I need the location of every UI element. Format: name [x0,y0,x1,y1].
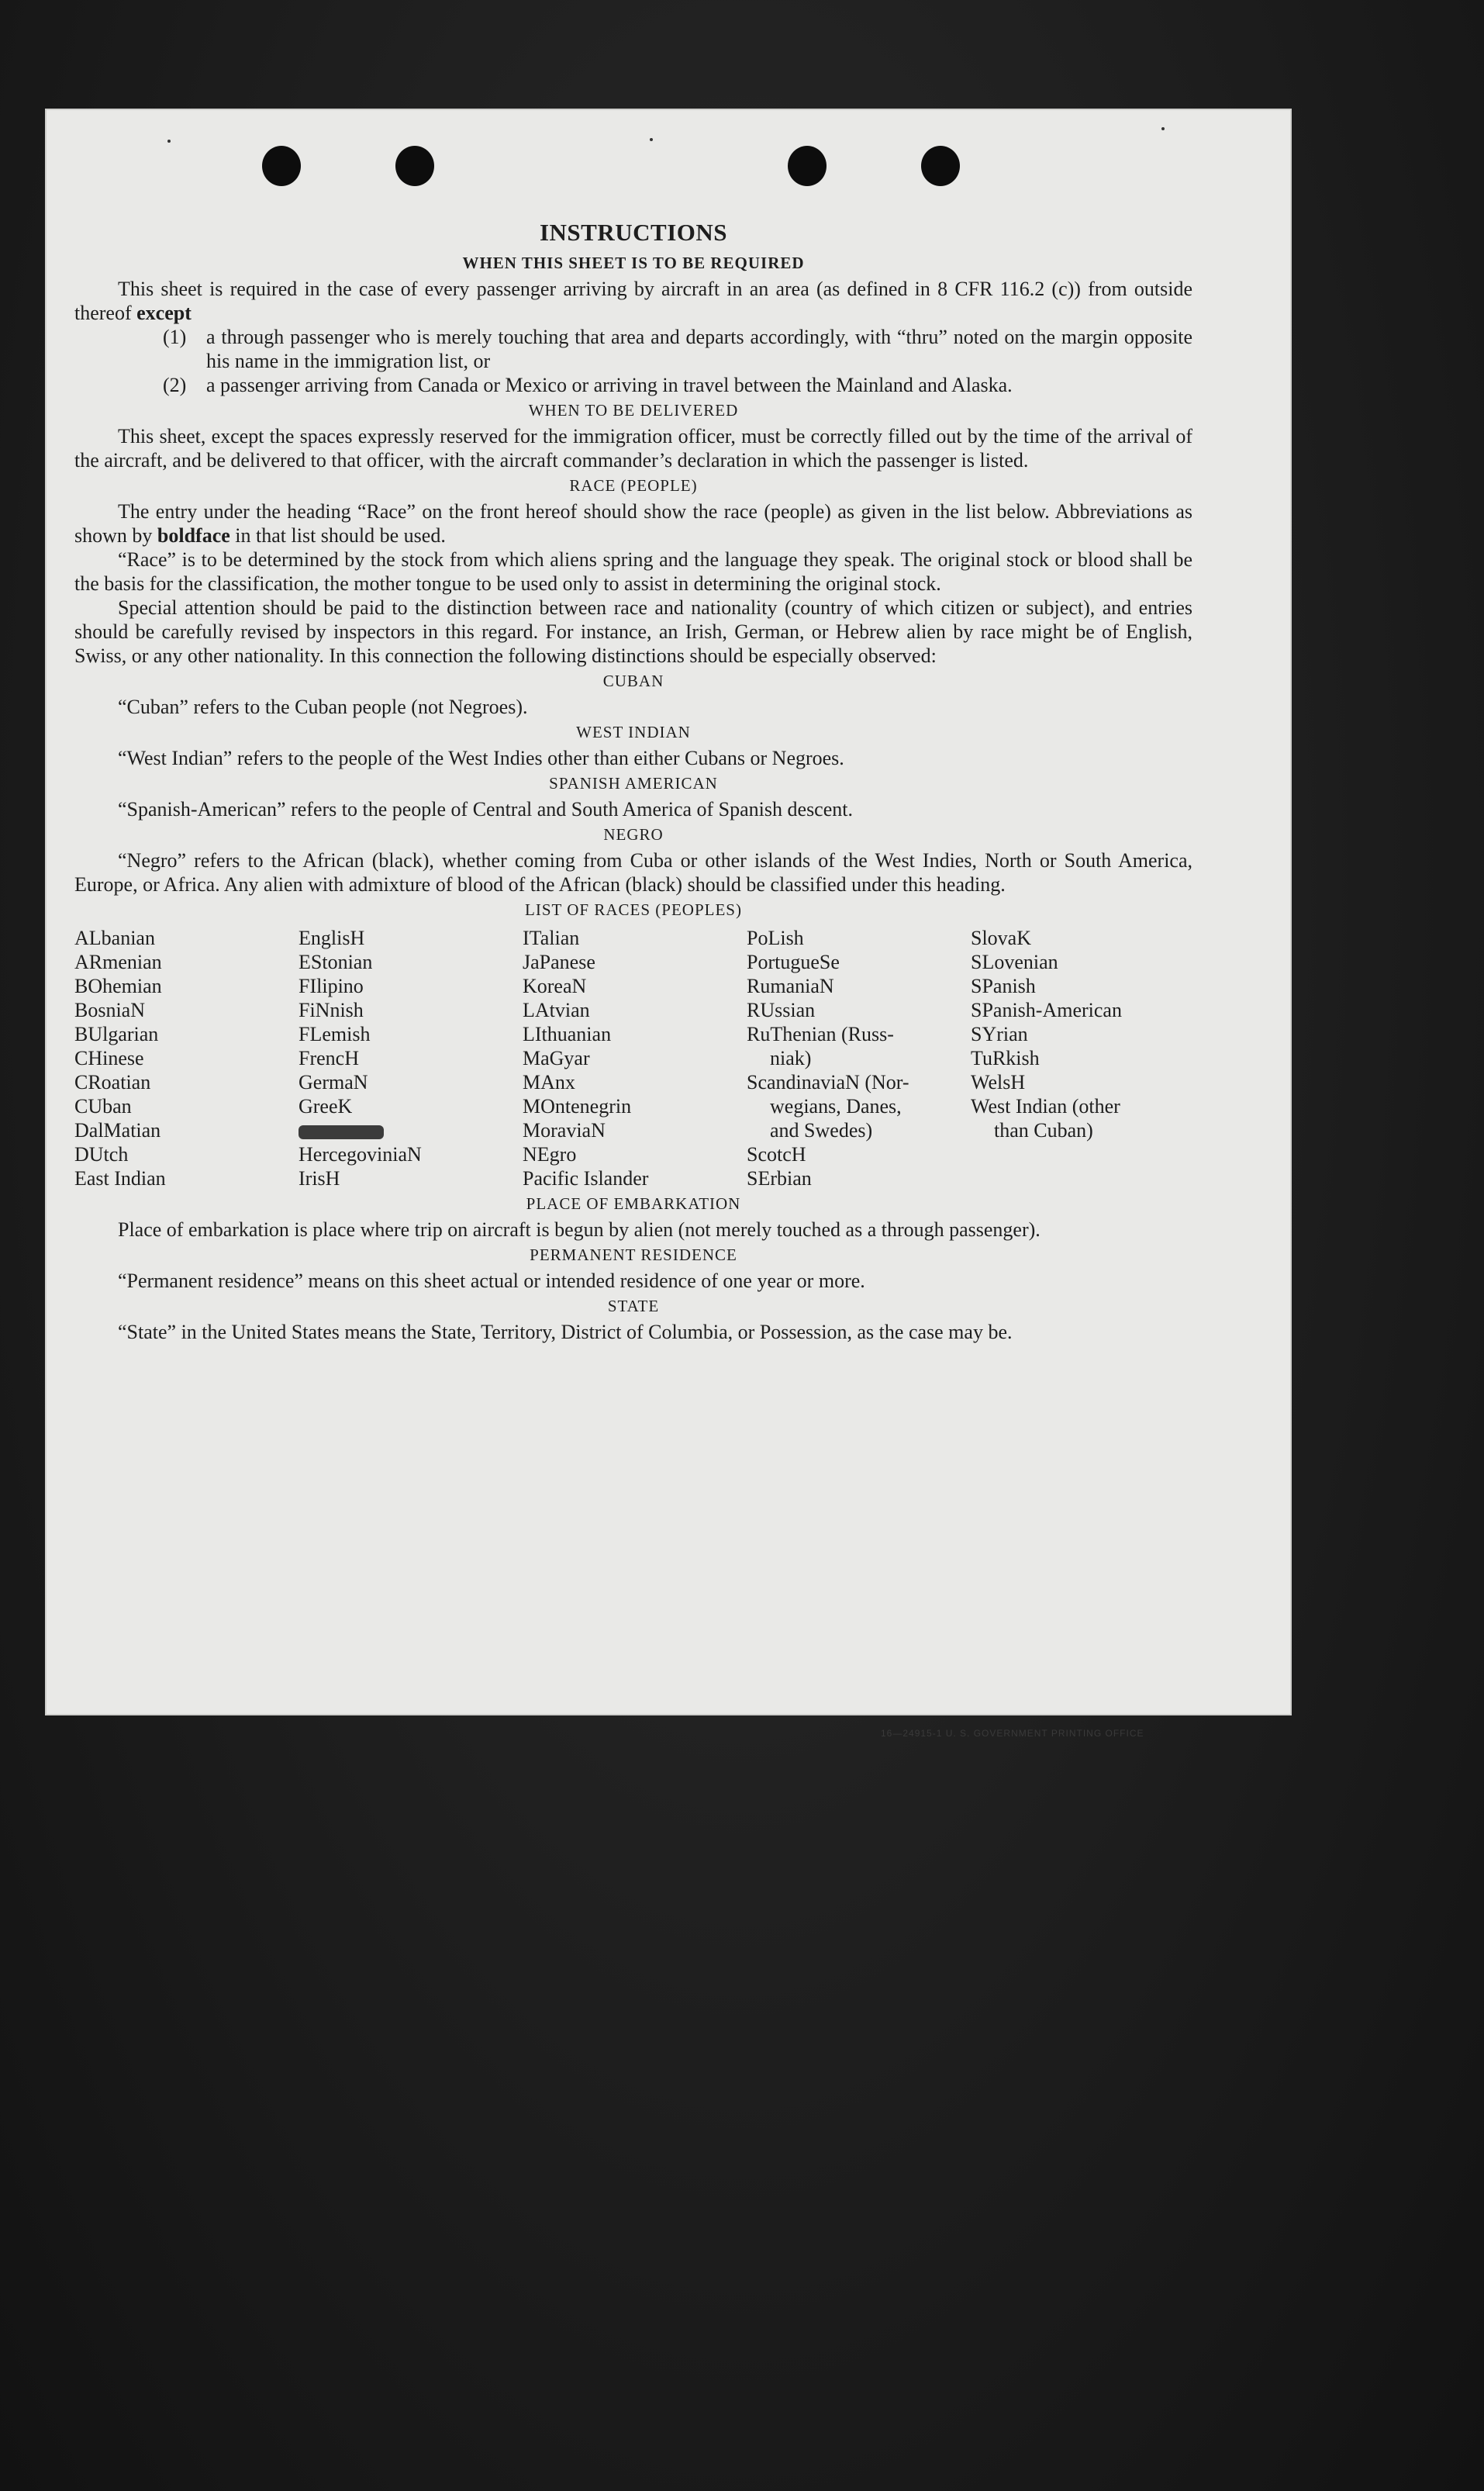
section-heading: LIST OF RACES (PEOPLES) [525,900,742,919]
races-column [747,926,971,1190]
race-entry: FIlipino [299,975,364,997]
redacted-entry [299,1118,523,1142]
race-entry: CUban [74,1095,132,1118]
print-office-code: 16—24915-1 U. S. GOVERNMENT PRINTING OFFICE [881,1728,1144,1739]
race-entry: KoreaN [523,975,587,997]
race-entry: GermaN [299,1071,368,1093]
list-item: (1) a through passenger who is merely touching that area and departs accordingly, with “thru” noted on the margin opposite his name in the immigration list, or [163,326,1192,372]
race-entry: FiNnish [299,999,364,1021]
paragraph: Special attention should be paid to the distinction between race and nationality (country of which citizen or subject), and entries should be carefully revised by inspectors in this regard. For instance, an Irish, German, or Hebrew alien by race might be of English, Swiss, or any other nationality. In this connection the following distinctions should be especially observed: [74,596,1192,667]
race-entry: SPanish-American [971,999,1122,1021]
race-entry: LAtvian [523,999,590,1021]
race-entry: SYrian [971,1023,1028,1045]
race-entry: JaPanese [523,951,595,973]
race-entry: MoraviaN [523,1119,606,1142]
race-entry: LIthuanian [523,1023,612,1045]
race-entry: DUtch [74,1143,129,1166]
section-heading: WHEN THIS SHEET IS TO BE REQUIRED [462,254,805,272]
punch-hole [262,146,301,186]
section-heading: STATE [607,1297,660,1315]
races-column [299,926,523,1190]
paragraph: This sheet is required in the case of every passenger arriving by aircraft in an area (as defined in 8 CFR 116.2 (c)) from outside thereof except [74,278,1192,324]
paragraph: “Spanish-American” refers to the people of Central and South America of Spanish descent. [118,798,853,821]
section-heading: SPANISH AMERICAN [549,774,718,793]
race-entry: BOhemian [74,975,162,997]
race-entry: niak) [770,1047,812,1069]
race-entry: FLemish [299,1023,371,1045]
race-entry: BUlgarian [74,1023,159,1045]
race-entry: East Indian [74,1167,166,1190]
races-column [971,926,1192,1190]
race-entry: than Cuban) [994,1119,1093,1142]
races-column [523,926,747,1190]
paragraph: “Negro” refers to the African (black), whether coming from Cuba or other islands of the West Indies, North or South America, Europe, or Africa. Any alien with admixture of blood of the African (black) should be classified under this heading. [74,849,1192,896]
race-entry: West Indian (other [971,1095,1120,1118]
race-entry: PortugueSe [747,951,840,973]
redaction-mark [299,1125,384,1139]
race-entry: GreeK [299,1095,353,1118]
speck [167,140,171,143]
race-entry: ITalian [523,927,580,949]
race-entry: CHinese [74,1047,144,1069]
race-entry: SLovenian [971,951,1058,973]
race-entry: DalMatian [74,1119,161,1142]
punch-hole [788,146,827,186]
speck [1161,127,1165,130]
section-heading: PLACE OF EMBARKATION [526,1194,741,1213]
section-heading: NEGRO [603,825,664,844]
paragraph: “West Indian” refers to the people of the West Indies other than either Cubans or Negroes. [118,747,844,769]
paragraph: “Race” is to be determined by the stock from which aliens spring and the language they speak. The original stock or blood shall be the basis for the classification, the mother tongue to be used only to assist in determining the original stock. [74,548,1192,595]
race-entry: SErbian [747,1167,812,1190]
races-column [74,926,299,1190]
page-title: INSTRUCTIONS [539,219,727,246]
section-heading: WEST INDIAN [576,723,691,741]
race-entry: SlovaK [971,927,1031,949]
race-entry: ARmenian [74,951,162,973]
punch-hole [395,146,434,186]
race-entry: ALbanian [74,927,155,949]
race-entry: and Swedes) [770,1119,873,1142]
race-entry: MOntenegrin [523,1095,632,1118]
punch-hole [921,146,960,186]
races-list [74,926,1192,1190]
list-item: (2) a passenger arriving from Canada or Mexico or arriving in travel between the Mainland and Alaska. [163,374,1013,396]
paragraph: “Cuban” refers to the Cuban people (not Negroes). [118,696,528,718]
race-entry: ScotcH [747,1143,806,1166]
race-entry: CRoatian [74,1071,151,1093]
race-entry: NEgro [523,1143,577,1166]
race-entry: SPanish [971,975,1036,997]
section-heading: RACE (PEOPLE) [569,476,698,495]
race-entry: FrencH [299,1047,359,1069]
paragraph: This sheet, except the spaces expressly reserved for the immigration officer, must be correctly filled out by the time of the arrival of the aircraft, and be delivered to that officer, with the aircraft commander’s declaration in which the passenger is listed. [74,425,1192,472]
race-entry: MaGyar [523,1047,590,1069]
section-heading: WHEN TO BE DELIVERED [528,401,739,420]
race-entry: PoLish [747,927,804,949]
race-entry: RumaniaN [747,975,834,997]
race-entry: IrisH [299,1167,340,1190]
race-entry: TuRkish [971,1047,1040,1069]
race-entry: RuThenian (Russ- [747,1023,894,1045]
document-page [45,109,1292,1739]
race-entry: Pacific Islander [523,1167,649,1190]
paragraph: Place of embarkation is place where trip on aircraft is begun by alien (not merely touched as a through passenger). [118,1218,1041,1241]
race-entry: wegians, Danes, [770,1095,902,1118]
race-entry: BosniaN [74,999,145,1021]
race-entry: MAnx [523,1071,575,1093]
paragraph: “State” in the United States means the State, Territory, District of Columbia, or Possession, as the case may be. [118,1321,1013,1343]
section-heading: CUBAN [602,672,664,690]
race-entry: EStonian [299,951,373,973]
race-entry: ScandinaviaN (Nor- [747,1071,909,1093]
race-entry: EnglisH [299,927,365,949]
instructions-body [74,219,1192,1344]
paragraph: The entry under the heading “Race” on the front hereof should show the race (people) as given in the list below. Abbreviations as shown by boldface in that list should be used. [74,500,1192,547]
speck [650,138,653,141]
section-heading: PERMANENT RESIDENCE [530,1246,737,1264]
race-entry: RUssian [747,999,816,1021]
race-entry: WelsH [971,1071,1026,1093]
paragraph: “Permanent residence” means on this sheet actual or intended residence of one year or more. [118,1270,865,1292]
race-entry: HercegoviniaN [299,1143,422,1166]
